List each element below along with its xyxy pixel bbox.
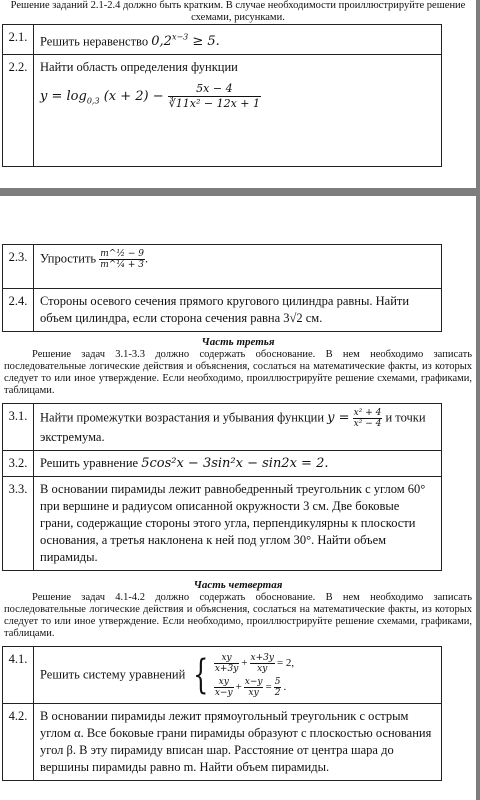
task-formula: 5cos²x − 3sin²x − sin2x = 2. xyxy=(141,456,329,471)
table-row xyxy=(3,25,442,55)
table-row xyxy=(3,704,442,781)
task-number: 2.2. xyxy=(3,55,34,167)
table-row xyxy=(3,477,442,571)
task-label: Решить неравенство xyxy=(40,34,149,49)
task-text: Упростить $\frac{\text{m\textasciicircum{}½ − 9}}{\text{m\textasciicircum{}¼ + 3}}$ . xyxy=(34,245,442,289)
top-intro: Решение заданий 2.1-2.4 должно быть кратким. В случае необходимости проиллюстрируйте решение схемами, рисунками. xyxy=(10,0,466,23)
task-text: В основании пирамиды лежит равнобедренный треугольник с углом 60° при вершине и радиусом описанной окружности 3 см. Две боковые грани, содержащие стороны этого угла, перпендикулярны к плоскости основания, а третья наклонена к ней под углом 30°. Найти объем пирамиды. xyxy=(34,477,442,571)
tasks-table-top xyxy=(2,24,442,167)
equation-system: { $\frac{xy}{x+3y}$ + $\frac{x+3y}{xy}$ = 2, $\frac{xy}{x-y}$ + $\frac{x-y}{xy}$ = $\frac{5}{2}$ . xyxy=(193,652,295,698)
table-row xyxy=(3,55,442,167)
task-number: 3.3. xyxy=(3,477,34,571)
table-row xyxy=(3,647,442,704)
task-formula: $0,2^{x-3} \ge 5$. xyxy=(151,33,220,50)
task-number: 2.3. xyxy=(3,245,34,289)
page-2 xyxy=(0,196,476,800)
task-label: Найти область определения функции xyxy=(40,60,238,75)
task-text: Найти промежутки возрастания и убывания функции y = $\frac{\text{x² + 4}}{\text{x² − 4}}$ и точки экстремума. xyxy=(34,404,442,451)
task-formula: $y = \log_{0,3} (x + 2)$ − $\frac{5x - 4}{\text{∛11x² − 12x + 1}}$ xyxy=(40,82,261,111)
task-text xyxy=(34,55,442,167)
task-number: 2.4. xyxy=(3,289,34,332)
tasks-table-mid xyxy=(2,244,442,332)
tasks-table-part3 xyxy=(2,403,442,571)
tasks-table-part4 xyxy=(2,646,442,781)
table-row xyxy=(3,289,442,332)
task-label: Упростить xyxy=(40,251,97,266)
task-number: 4.1. xyxy=(3,647,34,704)
section-intro: Решение задач 3.1-3.3 должно содержать обоснование. В нем необходимо записать последовательные логические действия и объяснения, сослаться на математические факты, из которых следует то или иное утверждение. Если необходимо, проиллюстрируйте решение схемами, графиками, таблицами. xyxy=(4,349,472,396)
table-row xyxy=(3,245,442,289)
task-number: 4.2. xyxy=(3,704,34,781)
task-text xyxy=(34,647,442,704)
task-number: 2.1. xyxy=(3,25,34,55)
task-text: В основании пирамиды лежит прямоугольный треугольник с острым углом α. Все боковые грани пирамиды образуют с плоскостью основания угол β. В эту пирамиду вписан шар. Расстояние от центра шара до вершины пирамиды равно m. Найти объем пирамиды. xyxy=(34,704,442,781)
task-label: Найти промежутки возрастания и убывания функции xyxy=(40,410,325,425)
table-row xyxy=(3,451,442,477)
page-1 xyxy=(0,0,476,188)
task-label: Решить систему уравнений xyxy=(40,667,186,682)
section-intro: Решение задач 4.1-4.2 должно содержать обоснование. В нем необходимо записать последовательные логические действия и объяснения, сослаться на математические факты, из которых следует то или иное утверждение. Если необходимо, проиллюстрируйте решение схемами, графиками, таблицами. xyxy=(4,592,472,639)
task-label: Решить уравнение xyxy=(40,456,139,470)
table-row xyxy=(3,404,442,451)
task-number: 3.1. xyxy=(3,404,34,451)
task-text xyxy=(34,25,442,55)
section-title: Часть четвертая xyxy=(193,579,283,591)
task-number: 3.2. xyxy=(3,451,34,477)
task-text xyxy=(34,451,442,477)
section-title: Часть третья xyxy=(201,336,275,348)
task-text: Стороны осевого сечения прямого кругового цилиндра равны. Найти объем цилиндра, если сторона сечения равна 3√2 см. xyxy=(34,289,442,332)
